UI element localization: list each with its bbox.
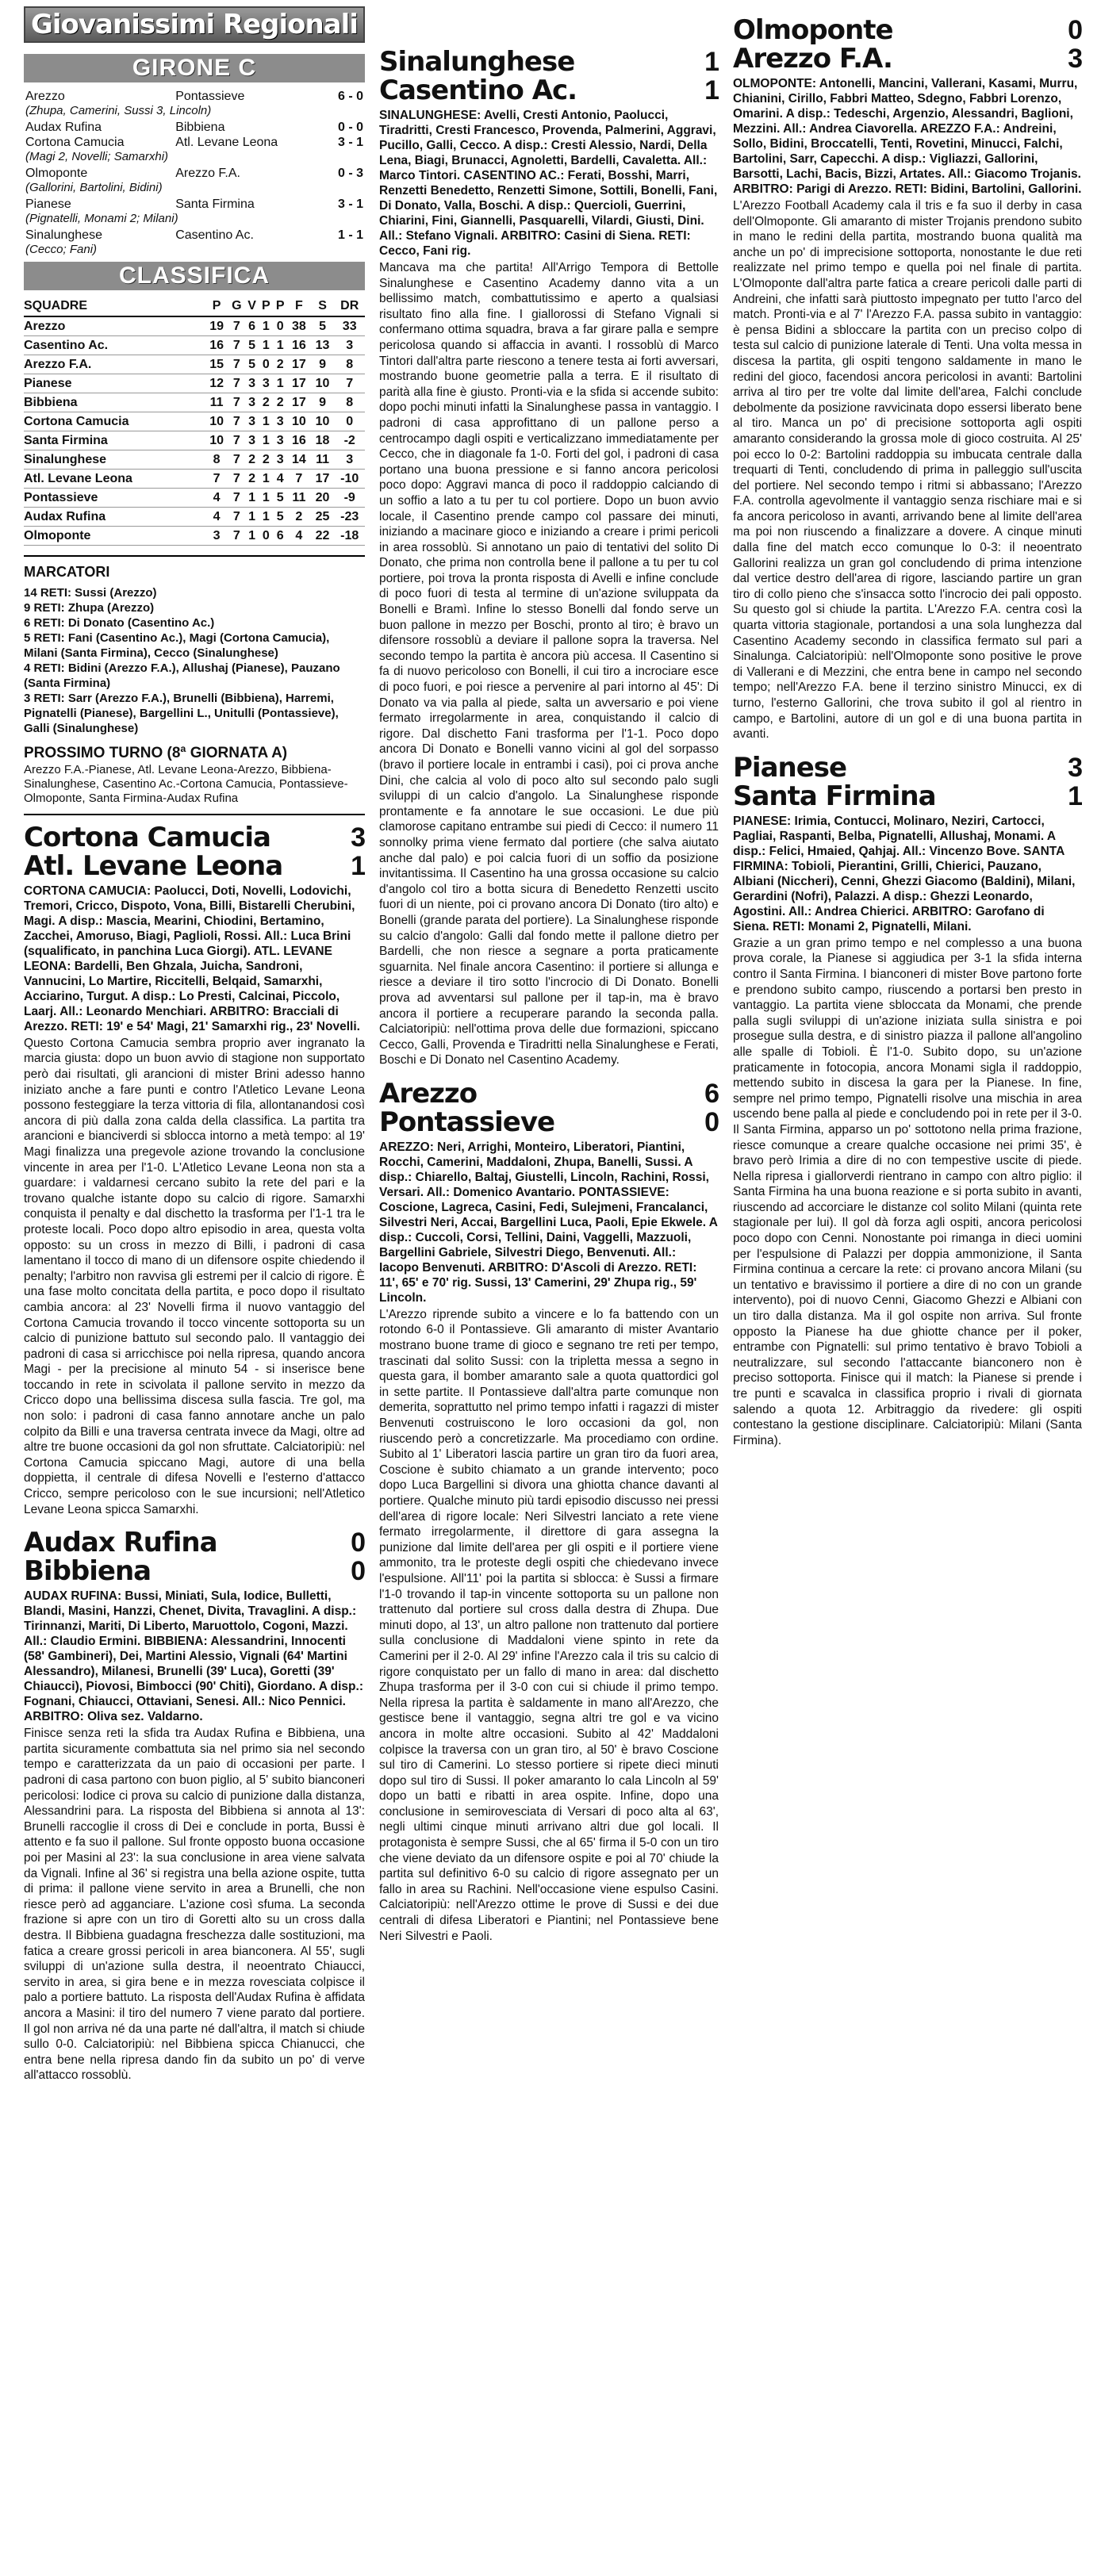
team-name: Bibbiena	[24, 393, 205, 412]
standings-cell: 13	[311, 336, 335, 355]
team-name: Arezzo	[24, 316, 205, 336]
standings-cell: 2	[259, 450, 273, 470]
standings-col-header: P	[259, 297, 273, 316]
standings-cell: 0	[259, 527, 273, 546]
away-team: Bibbiena	[24, 1555, 152, 1588]
result-score: 3 - 1	[337, 197, 363, 211]
standings-cell: 1	[245, 527, 259, 546]
standings-cell: 2	[273, 393, 287, 412]
standings-cell: 7	[228, 508, 245, 527]
match-report	[379, 1079, 719, 1944]
match-home-row	[379, 1079, 719, 1108]
result-scorers: (Cecco; Fani)	[25, 243, 98, 256]
home-team: Olmoponte	[733, 16, 893, 46]
result-row	[24, 135, 365, 150]
standings-cell: 20	[311, 489, 335, 508]
standings-header	[24, 297, 365, 316]
scorer-line: 5 RETI: Fani (Casentino Ac.), Magi (Cortona Camucia), Milani (Santa Firmina), Cecco (Sinalunghese)	[24, 631, 330, 660]
standings-cell: 22	[311, 527, 335, 546]
standings-cell: 7	[228, 412, 245, 431]
result-row	[24, 120, 365, 135]
standings-row	[24, 374, 365, 393]
team-name: Casentino Ac.	[24, 336, 205, 355]
result-home: Audax Rufina	[25, 121, 102, 134]
standings-cell: 5	[245, 336, 259, 355]
standings-cell: 7	[228, 316, 245, 336]
away-score: 3	[1068, 44, 1082, 74]
result-row	[24, 228, 365, 243]
result-away: Bibbiena	[175, 121, 225, 134]
standings-cell: 25	[311, 508, 335, 527]
result-home: Cortona Camucia	[25, 136, 125, 149]
column-left	[24, 6, 365, 2568]
standings-cell: 4	[287, 527, 311, 546]
match-report	[733, 753, 1082, 1449]
standings-row	[24, 489, 365, 508]
match-home-row	[24, 1528, 365, 1557]
marcatori-title: MARCATORI	[24, 555, 365, 581]
match-away-row	[733, 44, 1082, 73]
home-team: Pianese	[733, 751, 847, 784]
standings-cell: 1	[259, 336, 273, 355]
standings-cell: 10	[311, 412, 335, 431]
standings-cell: 1	[259, 412, 273, 431]
team-name: Audax Rufina	[24, 508, 205, 527]
standings-cell: 10	[287, 412, 311, 431]
result-home: Sinalunghese	[25, 228, 102, 242]
standings-cell: 2	[273, 355, 287, 374]
column-right	[733, 16, 1082, 2570]
standings-cell: 17	[287, 393, 311, 412]
standings-cell: 17	[287, 374, 311, 393]
match-report	[379, 48, 719, 1068]
result-scorers: (Pignatelli, Monami 2; Milani)	[25, 212, 178, 225]
standings-row	[24, 355, 365, 374]
standings-cell: 2	[245, 470, 259, 489]
standings-cell: 2	[287, 508, 311, 527]
match-text: Questo Cortona Camucia sembra proprio aver ingranato la marcia giusta: dopo un buon avvio di stagione non supportato però dai risultati, gli arancioni di mister Brini adesso hanno iniziato anche a fare punti e contro l'Atletico Levane Leona possono festeggiare la terza vittoria di fila, allontanandosi così ancora di più dalla zona calda della classifica. La partita tra arancioni e bianciverdi si sblocca intorno a metà tempo: al 19' Magi finalizza una pregevole azione trovando la conclusione vincente in area per l'1-0. L'Atletico Levane Leona non sta a guardare: i valdarnesi cercano subito la rete del pari e la trovano qualche istante dopo su calcio di rigore. Samarxhi conquista il penalty e dal dischetto la trasforma per l'1-1 tra le proteste locali. Poco dopo altro episodio in area, questa volta opposto: su un cross in mezzo di Billi, i padroni di casa lamentano il tocco di mano di un difensore ospite chiedendo il penalty; l'arbitro non ravvisa gli estremi per il calcio di rigore. È una fase molto concitata della partita, e poco dopo il risultato cambia ancora: al 23' Novelli firma il nuovo vantaggio del Cortona Camucia trovando il tocco vincente sottoporta su un calcio di punizione battuto sul secondo palo. Il vantaggio dei padroni di casa si arricchisce poi nella ripresa, quando ancora Magi - per la precisione al minuto 54 - si inserisce bene toccando in rete in scivolata il pallone servito in mezzo da Cricco dopo una bellissima discesa sulla fascia. Tre gol, ma non solo: i padroni di casa fanno annotare anche un palo colpito da Billi e una traversa centrata invece da Magi, oltre ad altre tre buone occasioni da gol non sfruttate. Calciatoripiù: nel Cortona Camucia spiccano Magi, autore di una bella doppietta, il centrale di difesa Novelli e l'esterno d'attacco Cricco, sempre pericoloso con le sue incursioni; nell'Atletico Levane Leona spicca Samarxhi.	[24, 1036, 365, 1516]
standings-col-header: V	[245, 297, 259, 316]
standings-cell: 11	[311, 450, 335, 470]
standings-cell: 7	[228, 470, 245, 489]
match-text: Finisce senza reti la sfida tra Audax Rufina e Bibbiena, una partita sicuramente combattuta sia nel primo sia nel secondo tempo e caratterizzata da un paio di occasioni per parte. I padroni di casa partono con buon piglio, al 5' subito bianconeri pericolosi: Iodice ci prova su calcio di punizione dalla distanza, Alessandrini para. La risposta del Bibbiena si annota al 13': Brunelli raccoglie il cross di Dei e conclude in porta, Bussi è attento e fa suo il pallone. Sul fronte opposto buona occasione poi per Masini al 23': la sua conclusione in area viene salvata da Vignali. Infine al 36' si registra una bella azione ospite, tutta di prima: il pallone viene servito in area a Brunelli, che non riesce però ad agganciare. L'azione così sfuma. La seconda frazione si apre con un tiro di Goretti alto su un cross dalla destra. Il Bibbiena guadagna freschezza dalle sostituzioni, ma fatica a creare grossi pericoli in area bianconera. Al 55', sugli sviluppi di un'azione sulla destra, il neoentrato Chiaucci, servito in area, si gira bene e in mezza rovesciata colpisce il palo a portiere battuto. La risposta dell'Audax Rufina è affidata ancora a Masini: il tiro del numero 7 viene parato dal portiere. Il gol non arriva né da una parte né dall'altra, il match si chiude sullo 0-0. Calciatoripiù: nel Bibbiena spicca Chianucci, che entra bene nella ripresa dando fin da subito un po' di verve all'attacco rossoblù.	[24, 1727, 365, 2083]
standings-cell: 3	[245, 431, 259, 450]
match-lineups: SINALUNGHESE: Avelli, Cresti Antonio, Paolucci, Tiradritti, Cresti Francesco, Provenda, Palmerini, Aggravi, Pucillo, Galli, Cecco. A disp.: Cresti Alessio, Nardi, Della Lena, Biagi, Brunacci, Agnoletti, Bardelli, Cavaletta. All.: Marco Tintori. CASENTINO AC.: Ferati, Bosshi, Marri, Renzetti Benedetto, Renzetti Simone, Sottili, Bonelli, Fani, Di Donato, Valla, Boschi. A disp.: Quercioli, Guerrini, Chiarini, Fini, Giannelli, Pasquarelli, Vilardi, Giusti, Dini. All.: Stefano Vignali. ARBITRO: Casini di Siena. RETI: Cecco, Fani rig.	[379, 109, 718, 258]
result-score: 3 - 1	[337, 136, 363, 149]
standings-cell: -10	[334, 470, 365, 489]
home-score: 3	[351, 822, 365, 853]
match-text: Grazie a un gran primo tempo e nel complesso a una buona prova corale, la Pianese si aggiudica per 3-1 la sfida interna contro il Santa Firmina. I bianconeri di mister Bove partono forte e prendono subito campo, riuscendo a portarsi ben presto in vantaggio. La partita viene sbloccata da Monami, che prende palla sugli sviluppi di un'azione iniziata sulla sinistra e poi prosegue sulla destra, e di sinistro piazza il pallone all'angolino alle spalle di Tobioli. È l'1-0. Subito dopo, su un'azione praticamente in fotocopia, ancora Monami sigla il raddoppio, mettendo subito in discesa la gara per la Pianese. In fine, sempre nel primo tempo, Pignatelli risolve una mischia in area uscendo bene palla al piede e concludendo poi in rete per il 3-0. Il Santa Firmina, apparso un po' sottotono nella prima frazione, riesce comunque a creare qualche occasione nei primi 35', è bravo però Irimia a dire di no con tempestive uscite di piede. Nella ripresa i giallorverdi rientrano in campo con altro piglio: il Santa Firmina ha una buona reazione e si porta subito in avanti, riuscendo ad accorciare le distanze col solito Milani (quinta rete stagionale per lui). Il gol dà forza agli ospiti, ancora pericolosi poco dopo con Cenni. Nonostante poi rimanga in dieci uomini per l'espulsione di Palazzi per doppia ammonizione, il Santa Firmina continua a cercare la rete: ci provano ancora Milani (su un tentativo e bravissimo il portiere a dire di no con un grande intervento), poi di nuovo Cenni, Giacomo Ghezzi e Albiani con un tiro dalla distanza. Ma il gol ospite non arriva. Sul fronte opposto la Pianese ha due ghiotte chance per il poker, entrambe con Pignatelli: sul primo tentativo è bravo Tobioli a neutralizzare, sul secondo l'attaccante bianconero non è preciso sottoporta. Finisce qui il match: la Pianese si prende i tre punti e scavalca in classifica proprio i rivali di giornata salendo a quota 12. Arbitraggio da rivedere: gli ospiti contestano la gestione disciplinare. Calciatoripiù: Milani (Santa Firmina).	[733, 936, 1082, 1447]
standings-row	[24, 336, 365, 355]
standings-col-header: P	[205, 297, 228, 316]
result-score: 6 - 0	[337, 90, 363, 103]
standings-cell: 16	[205, 336, 228, 355]
standings-row	[24, 316, 365, 336]
match-home-row	[24, 823, 365, 852]
standings-cell: 10	[205, 431, 228, 450]
standings-cell: 1	[245, 489, 259, 508]
scorer-line: 3 RETI: Sarr (Arezzo F.A.), Brunelli (Bibbiena), Harremi, Pignatelli (Pianese), Bargellini L., Unitulli (Pontassieve), Galli (Sinalunghese)	[24, 691, 339, 735]
result-home: Olmoponte	[25, 167, 88, 180]
standings-col-header: SQUADRE	[24, 297, 205, 316]
home-team: Audax Rufina	[24, 1527, 217, 1559]
away-score: 1	[351, 850, 365, 881]
standings-cell: 7	[228, 393, 245, 412]
standings-cell: 3	[334, 450, 365, 470]
standings-cell: 1	[245, 508, 259, 527]
team-name: Pontassieve	[24, 489, 205, 508]
match-lineups: OLMOPONTE: Antonelli, Mancini, Vallerani, Kasami, Murru, Chianini, Cirillo, Fabbri Matteo, Sdegno, Fabbri Lorenzo, Omarini. A disp.: Tedeschi, Argenzio, Alessandri, Baglioni, Mezzini. All.: Andrea Ciavorella. AREZZO F.A.: Andreini, Sollo, Bidini, Broccatelli, Tenti, Rovetini, Minucci, Falchi, Bartolini, Sarr, Capecchi. A disp.: Vigliazzi, Gallorini, Barsotti, Lachi, Bacis, Bizzi, Artates. All.: Giacomo Trojanis. ARBITRO: Parigi di Arezzo. RETI: Bidini, Bartolini, Gallorini.	[733, 77, 1082, 196]
standings-cell: 9	[311, 355, 335, 374]
standings-cell: 3	[205, 527, 228, 546]
standings-cell: 7	[228, 336, 245, 355]
standings-cell: 1	[259, 508, 273, 527]
standings-cell: 5	[273, 489, 287, 508]
home-score: 3	[1068, 752, 1082, 783]
result-scorers: (Zhupa, Camerini, Sussi 3, Lincoln)	[25, 104, 212, 117]
scorer-line: 6 RETI: Di Donato (Casentino Ac.)	[24, 615, 215, 630]
home-team: Cortona Camucia	[24, 821, 270, 853]
match-text: L'Arezzo Football Academy cala il tris e fa suo il derby in casa dell'Olmoponte. Gli amaranto di mister Trojanis prendono subito in mano le redini della partita, mostrando buona qualità ma anche un po' di imprecisione sottoporta, nonostante le due reti realizzate nel primo tempo e quella poi nel finale di partita. L'Olmoponte dall'altra parte fatica a creare pericoli dalle parti di Andreini, che infatti sarà piuttosto impegnato per tutto l'arco del match. Pronti-via e al 7' l'Arezzo F.A. passa subito in vantaggio: è pensa Bidini a sbloccare la partita con un preciso colpo di testa sul calcio di punizione laterale di Tenti. Una volta messa in discesa la partita, gli ospiti tengono saldamente in mano le redini del gioco, facendosi ancora pericolosi in avanti: Bartolini arriva al tiro per tre volte dal limite dell'area, Falchi conclude debolmente da posizione ravvicinata dopo essersi liberato bene al tiro. Manca un po' di precisione sottoporta agli ospiti amaranto considerando la grossa mole di gioco costruita. Al 25' poi ecco lo 0-2: Bartolini raddoppia su imbucata centrale dalla trequarti di Tenti, concludendo di prima in palleggio sull'uscita del portiere. Nel secondo tempo i ritmi si abbassano; l'Arezzo F.A. controlla agevolmente il vantaggio senza rischiare mai e si fa ancora pericoloso in avanti, arrivando bene al limite dell'area ma poi non riuscendo a finalizzare a dovere. A cinque minuti dalla fine del match ecco comunque lo 0-3: il neoentrato Gallorini realizza un gran gol concludendo di prima intenzione dal vertice destro dell'area di rigore, lasciando partire un gran tiro di collo pieno che s'insacca sotto l'incrocio dei pali opposto. Su questo gol si chiude la partita. L'Arezzo F.A. centra così la quarta vittoria stagionale, portandosi a una sola lunghezza dal Casentino Academy secondo in classifica fermato sul pari a Sinalunga. Calciatoripiù: nell'Olmoponte sono positive le prove di Vallerani e di Mezzini, che entra bene in campo nel secondo tempo; nell'Arezzo F.A. bene il terzino sinistro Minucci, ex di turno, l'esterno Gallorini, che trova subito il gol al rientro in campo, e Bartolini, autore di un gol e di una buona partita in avanti.	[733, 199, 1082, 742]
standings-cell: 1	[273, 374, 287, 393]
standings-row	[24, 450, 365, 470]
team-name: Arezzo F.A.	[24, 355, 205, 374]
standings-cell: 0	[334, 412, 365, 431]
standings-cell: 19	[205, 316, 228, 336]
standings-cell: 9	[311, 393, 335, 412]
standings-row	[24, 393, 365, 412]
standings-cell: 18	[311, 431, 335, 450]
standings-cell: 0	[259, 355, 273, 374]
away-team: Pontassieve	[379, 1106, 555, 1138]
result-score: 1 - 1	[337, 228, 363, 242]
standings-cell: 10	[205, 412, 228, 431]
match-lineups: PIANESE: Irimia, Contucci, Molinaro, Neziri, Cartocci, Pagliai, Raspanti, Belba, Pignatelli, Allushaj, Monami. A disp.: Felici, Hmaied, Qahjaj. All.: Vincenzo Bove. SANTA FIRMINA: Tobioli, Pierantini, Grilli, Chierici, Pauzano, Albiani (Niccheri), Cenni, Ghezzi Giacomo (Baldini), Milani, Gerardini (Nofri), Palazzi. A disp.: Ghezzi Leonardo, Agostini. All.: Andrea Chierici. ARBITRO: Garofano di Siena. RETI: Monami 2, Pignatelli, Milani.	[733, 814, 1076, 933]
match-report	[24, 823, 365, 1517]
home-team: Arezzo	[379, 1077, 478, 1110]
home-team: Sinalunghese	[379, 48, 575, 78]
standings-row	[24, 431, 365, 450]
standings-row	[24, 508, 365, 527]
team-name: Cortona Camucia	[24, 412, 205, 431]
standings-cell: 2	[245, 450, 259, 470]
standings-cell: -18	[334, 527, 365, 546]
standings-cell: 5	[245, 355, 259, 374]
standings-cell: 12	[205, 374, 228, 393]
result-scorers: (Magi 2, Novelli; Samarxhi)	[25, 150, 169, 163]
result-home: Pianese	[25, 197, 71, 211]
result-row	[24, 197, 365, 212]
away-score: 1	[1068, 780, 1082, 811]
standings-cell: 16	[287, 431, 311, 450]
standings-col-header: F	[287, 297, 311, 316]
standings-cell: 3	[273, 412, 287, 431]
result-row	[24, 89, 365, 104]
team-name: Sinalunghese	[24, 450, 205, 470]
standings-cell: 33	[334, 316, 365, 336]
standings-cell: 1	[259, 470, 273, 489]
standings-cell: 4	[273, 470, 287, 489]
standings-cell: 17	[311, 470, 335, 489]
standings-cell: 6	[273, 527, 287, 546]
scorers-list	[24, 585, 365, 736]
result-scorers: (Gallorini, Bartolini, Bidini)	[25, 181, 163, 194]
standings-cell: 3	[245, 374, 259, 393]
scorer-line: 4 RETI: Bidini (Arezzo F.A.), Allushaj (Pianese), Pauzano (Santa Firmina)	[24, 661, 340, 690]
standings-cell: 7	[228, 527, 245, 546]
home-score: 1	[704, 48, 719, 77]
scorer-line: 14 RETI: Sussi (Arezzo)	[24, 585, 157, 600]
match-text: L'Arezzo riprende subito a vincere e lo fa battendo con un rotondo 6-0 il Pontassieve. Gli amaranto di mister Avantario mostrano buone trame di gioco e segnano tre reti per tempo, trascinati dal solito Sussi: con la tripletta messa a segno in questa gara, il bomber amaranto sale a quota quattordici gol in sette partite. Il Pontassieve dall'altra parte comunque non demerita, soprattutto nel primo tempo infatti i ragazzi di mister Benvenuti costruiscono le loro occasioni da gol, non riuscendo però a concretizzarle. Ma procediamo con ordine. Subito al 1' Liberatori lascia partire un gran tiro da fuori area, Coscione è subito chiamato a un grande intervento; poco dopo Luca Bargellini si divora una ghiotta chance davanti al portiere. Qualche minuto più tardi episodio discusso nei pressi dell'area di rigore locale: Neri Silvestri lanciato a rete viene fermato irregolarmente, il direttore di gara assegna la punizione dal limite dell'area per gli ospiti e il portiere viene ammonito, tra le proteste degli ospiti che chiedevano invece l'espulsione. All'11' poi la partita si sblocca: è Sussi a firmare l'1-0 trovando il tap-in vincente sottoporta su un pallone non trattenuto dal portiere sul cross dalla destra di Zhupa. Due minuti dopo, al 13', un altro pallone non trattenuto dal portiere sulla conclusione di Maddaloni viene spinto in rete da Camerini per il 2-0. Al 29' infine l'Arezzo cala il tris su calcio di rigore conquistato per un fallo di mano in area: dal dischetto Zhupa trasforma per il 3-0 con cui si chiude il primo tempo. Nella ripresa la partita è saldamente in mano all'Arezzo, che gestisce bene il vantaggio, segna altri tre gol e va vicino ancora in molte altre occasioni. Subito al 42' Maddaloni colpisce la traversa con un gran tiro, al 50' è bravo Coscione sul tiro di Camerini. Lo stesso portiere si ripete dieci minuti dopo sul tiro di Sussi. Il poker amaranto lo cala Lincoln al 59' dopo un batti e ribatti in area ospite. Infine, dopo una conclusione in semirovesciata di Versari di poco alta al 63', negli ultimi cinque minuti arrivano altri due gol locali. Il protagonista è sempre Sussi, che al 65' firma il 5-0 con un tiro che viene deviato da un difensore ospite e poi al 70' chiude la partita sul definitivo 6-0 su calcio di rigore assegnato per un fallo in area su Rachini. Nell'occasione viene espulso Casini. Calciatoripiù: nell'Arezzo ottime le prove di Sussi e dei due centrali di difesa Liberatori e Piantini; nel Pontassieve bene Neri Silvestri e Paoli.	[379, 1307, 719, 1943]
match-home-row	[733, 16, 1082, 44]
standings-row	[24, 527, 365, 546]
standings-cell: 11	[205, 393, 228, 412]
classifica-title: CLASSIFICA	[24, 262, 365, 290]
match-lineups: AUDAX RUFINA: Bussi, Miniati, Sula, Iodice, Bulletti, Blandi, Masini, Hanzzi, Chenet, Divita, Travaglini. A disp.: Tirinnanzi, Mariti, Di Liberto, Maruottolo, Cogoni, Mazzi. All.: Claudio Ermini. BIBBIENA: Alessandrini, Innocenti (58' Gambineri), Dei, Martini Alessio, Vignali (64' Martini Alessandro), Milanesi, Brunelli (39' Luca), Goretti (39' Chiaucci), Piovosi, Bimbocci (90' Chiti), Giordano. A disp.: Fognani, Chiaucci, Ottaviani, Senesi. All.: Nico Pennici. ARBITRO: Oliva sez. Valdarno.	[24, 1589, 363, 1724]
result-away: Casentino Ac.	[175, 228, 254, 242]
match-home-row	[733, 753, 1082, 782]
result-row	[24, 166, 365, 181]
home-score: 0	[351, 1528, 365, 1558]
standings-cell: 0	[273, 316, 287, 336]
standings-row	[24, 412, 365, 431]
standings-cell: 14	[287, 450, 311, 470]
match-lineups: AREZZO: Neri, Arrighi, Monteiro, Liberatori, Piantini, Rocchi, Camerini, Maddaloni, Zhupa, Banelli, Sussi. A disp.: Chiarello, Baltaj, Giustelli, Lincoln, Rachini, Rossi, Versari. All.: Domenico Avantario. PONTASSIEVE: Coscione, Lagreca, Casini, Fedi, Sulejmeni, Francalanci, Silvestri Neri, Accai, Bargellini Luca, Paoli, Epie Ekwele. A disp.: Cuccoli, Corsi, Tellini, Daini, Vaggelli, Mazzuoli, Bargellini Gabriele, Silvestri Diego, Benvenuti. All.: Iacopo Benvenuti. ARBITRO: D'Ascoli di Arezzo. RETI: 11', 65' e 70' rig. Sussi, 13' Camerini, 29' Zhupa rig., 59' Lincoln.	[379, 1140, 718, 1305]
standings-cell: 7	[334, 374, 365, 393]
standings-cell: 3	[273, 431, 287, 450]
standings-cell: 4	[205, 508, 228, 527]
standings-cell: 7	[228, 431, 245, 450]
next-round-text: Arezzo F.A.-Pianese, Atl. Levane Leona-Arezzo, Bibbiena-Sinalunghese, Casentino Ac.-Cortona Camucia, Pontassieve-Olmoponte, Santa Firmina-Audax Rufina	[24, 762, 348, 805]
results-list	[24, 89, 365, 257]
standings-table	[24, 297, 365, 546]
standings-col-header: S	[311, 297, 335, 316]
standings-cell: 3	[259, 374, 273, 393]
next-round-title: PROSSIMO TURNO (8ª GIORNATA A)	[24, 744, 288, 761]
scorer-line: 9 RETI: Zhupa (Arezzo)	[24, 600, 155, 615]
match-away-row	[733, 782, 1082, 811]
away-team: Arezzo F.A.	[733, 43, 892, 75]
standings-cell: 7	[287, 470, 311, 489]
standings-cell: 1	[259, 489, 273, 508]
result-home: Arezzo	[25, 90, 65, 103]
standings-cell: 11	[287, 489, 311, 508]
away-team: Casentino Ac.	[379, 75, 577, 106]
standings-cell: 1	[273, 336, 287, 355]
team-name: Pianese	[24, 374, 205, 393]
section-banner: Giovanissimi Regionali	[24, 6, 365, 43]
girone-title: GIRONE C	[24, 54, 365, 82]
standings-cell: 6	[245, 316, 259, 336]
standings-cell: -23	[334, 508, 365, 527]
standings-cell: 2	[259, 393, 273, 412]
match-away-row	[24, 1555, 365, 1588]
standings-cell: 15	[205, 355, 228, 374]
standings-cell: 10	[311, 374, 335, 393]
standings-cell: 7	[228, 489, 245, 508]
standings-cell: 3	[245, 393, 259, 412]
away-team: Santa Firmina	[733, 780, 936, 812]
match-away-row	[379, 1108, 719, 1137]
result-away: Atl. Levane Leona	[175, 136, 278, 149]
away-score: 1	[704, 75, 719, 105]
standings-cell: 5	[311, 316, 335, 336]
standings-cell: 7	[228, 355, 245, 374]
result-away: Pontassieve	[175, 90, 245, 103]
standings-cell: 7	[228, 450, 245, 470]
away-score: 0	[351, 1556, 365, 1587]
standings-cell: 8	[205, 450, 228, 470]
standings-cell: 3	[245, 412, 259, 431]
home-score: 0	[1068, 16, 1082, 45]
team-name: Olmoponte	[24, 527, 205, 546]
standings-cell: -9	[334, 489, 365, 508]
divider	[24, 814, 365, 815]
team-name: Santa Firmina	[24, 431, 205, 450]
home-score: 6	[704, 1078, 719, 1109]
team-name: Atl. Levane Leona	[24, 470, 205, 489]
standings-cell: 16	[287, 336, 311, 355]
standings-cell: 7	[205, 470, 228, 489]
standings-cell: 8	[334, 355, 365, 374]
standings-cell: 5	[273, 508, 287, 527]
column-middle	[379, 48, 719, 2570]
standings-cell: 17	[287, 355, 311, 374]
standings-cell: 1	[259, 316, 273, 336]
standings-row	[24, 470, 365, 489]
standings-cell: 4	[205, 489, 228, 508]
standings-col-header: P	[273, 297, 287, 316]
standings-col-header: G	[228, 297, 245, 316]
match-text: Mancava ma che partita! All'Arrigo Tempora di Bettolle Sinalunghese e Casentino Academy danno vita a un bellissimo match, combattutissimo e aperto a qualsiasi risultato fino alla fine. I giallorossi di Stefano Vignali si confermano ottima squadra, brava a far girare palla e sempre pericolosa quando si affaccia in avanti. I rossoblù di Marco Tintori dall'altra parte riescono a tenere testa ai forti avversari, mostrando buone geometrie palla a terra. E il risultato di parità alla fine è giusto. Pronti-via e la sfida si accende subito: dopo pochi minuti infatti la Sinalunghese passa in vantaggio. I padroni di casa approfittano di un pallone perso a centrocampo dagli ospiti e verticalizzano immediatamente per Cecco, che in diagonale fa 1-0. Forti del gol, i padroni di casa portano una buona pressione e si fanno ancora pericolosi poco dopo: Aggravi manca di poco il raddoppio calciando di un soffio a lato a tu per tu col portiere. Dopo un buon avvio locale, il Casentino prende campo col passare dei minuti, iniziando a macinare gioco e iniziando a creare i primi pericoli in area rossoblù. Si annotano un paio di tentativi del solito Di Donato, che prima non controlla bene il pallone a tu per tu col portiere, poi trova la pronta risposta di Avelli e infine conclude di poco fuori di testa al termine di un'azione sviluppata da Bonelli e Bramì. Infine lo stesso Bonelli dal fondo serve un buon pallone in mezzo per Boschi, pronto al tiro; è bravo un difensore rossoblù a deviare il pallone sopra la traversa. Nel secondo tempo la partita è ancora più accesa. Il Casentino si fa di nuovo pericoloso con Bonelli, il cui tiro a incrociare esce di poco fuori, e poi riesce a pervenire al pari intorno al 45': Di Donato va via palla al piede, salta un avversario e poi viene fermato irregolarmente in area, conquistando il calcio di rigore. Dal dischetto Fani trasforma per l'1-1. Poco dopo ancora Di Donato e Bonelli vanno vicini al gol del sorpasso (bravo il portiere locale in entrambi i casi), poi ci prova anche Dini, che calcia al volo di poco alto sul secondo palo sugli sviluppi di un calcio d'angolo. La Sinalunghese risponde prontamente e fa annotare le sue occasioni. Le due più clamorose capitano entrambe sui piedi di Cecco: il numero 11 sonnolky prima viene fermato dal portiere (che salva aiutato anche dal palo) e poi calcia fuori di un soffio da posizione invitantissima. Il Casentino ha una grossa occasione su calcio d'angolo col tiro a botta sicura di Benedetto Renzetti uscito fuori di un niente, poi ci provano ancora Di Donato (tiro alto) e Bonelli (grande parata del portiere). La Sinalunghese risponde su calcio d'angolo: Galli dal fondo mette il pallone dietro per Bardelli, che non riesce a segnare a porta praticamente sguarnita. Nel finale ancora Casentino: il portiere si allunga e riesce a deviare il tiro sotto l'incrocio di Di Donato. Bonelli prova ad avventarsi sul pallone per il tap-in, ma è bravo ancora il portiere a recuperare parando la seconda palla. Calciatoripiù: nell'ottima prova delle due formazioni, spiccano Cecco, Galli, Provenda e Tiradritti nella Sinalunghese e Ferati, Boschi e Di Donato nel Casentino Academy.	[379, 261, 719, 1068]
match-report	[24, 1528, 365, 2083]
standings-cell: 38	[287, 316, 311, 336]
match-away-row	[379, 76, 719, 105]
match-lineups: CORTONA CAMUCIA: Paolucci, Doti, Novelli, Lodovichi, Tremori, Cricco, Dispoto, Vona, Billi, Bistarelli Cherubini, Magi. A disp.: Mascia, Mearini, Chiodini, Bertamino, Zacchei, Amoruso, Biagi, Paglioli, Rossi. All.: Luca Brini (squalificato, in panchina Luca Giorgi). ATL. LEVANE LEONA: Bardelli, Ben Ghzala, Juicha, Sandroni, Vannucini, Lo Martire, Riccitelli, Belqaid, Samarxhi, Acciarino, Turgut. A disp.: Lo Presti, Calcinai, Piccolo, Laarj. All.: Leonardo Menchiari. ARBITRO: Bracciali di Arezzo. RETI: 19' e 54' Magi, 21' Samarxhi rig., 23' Novelli.	[24, 884, 360, 1033]
standings-cell: 3	[273, 450, 287, 470]
match-report	[733, 16, 1082, 742]
match-home-row	[379, 48, 719, 76]
match-away-row	[24, 849, 365, 882]
result-score: 0 - 0	[337, 121, 363, 134]
result-away: Arezzo F.A.	[175, 167, 240, 180]
standings-cell: -2	[334, 431, 365, 450]
standings-cell: 1	[259, 431, 273, 450]
standings-cell: 3	[334, 336, 365, 355]
standings-cell: 8	[334, 393, 365, 412]
standings-col-header: DR	[334, 297, 365, 316]
standings-cell: 7	[228, 374, 245, 393]
result-away: Santa Firmina	[175, 197, 255, 211]
result-score: 0 - 3	[337, 167, 363, 180]
away-team: Atl. Levane Leona	[24, 849, 283, 882]
away-score: 0	[704, 1106, 719, 1137]
